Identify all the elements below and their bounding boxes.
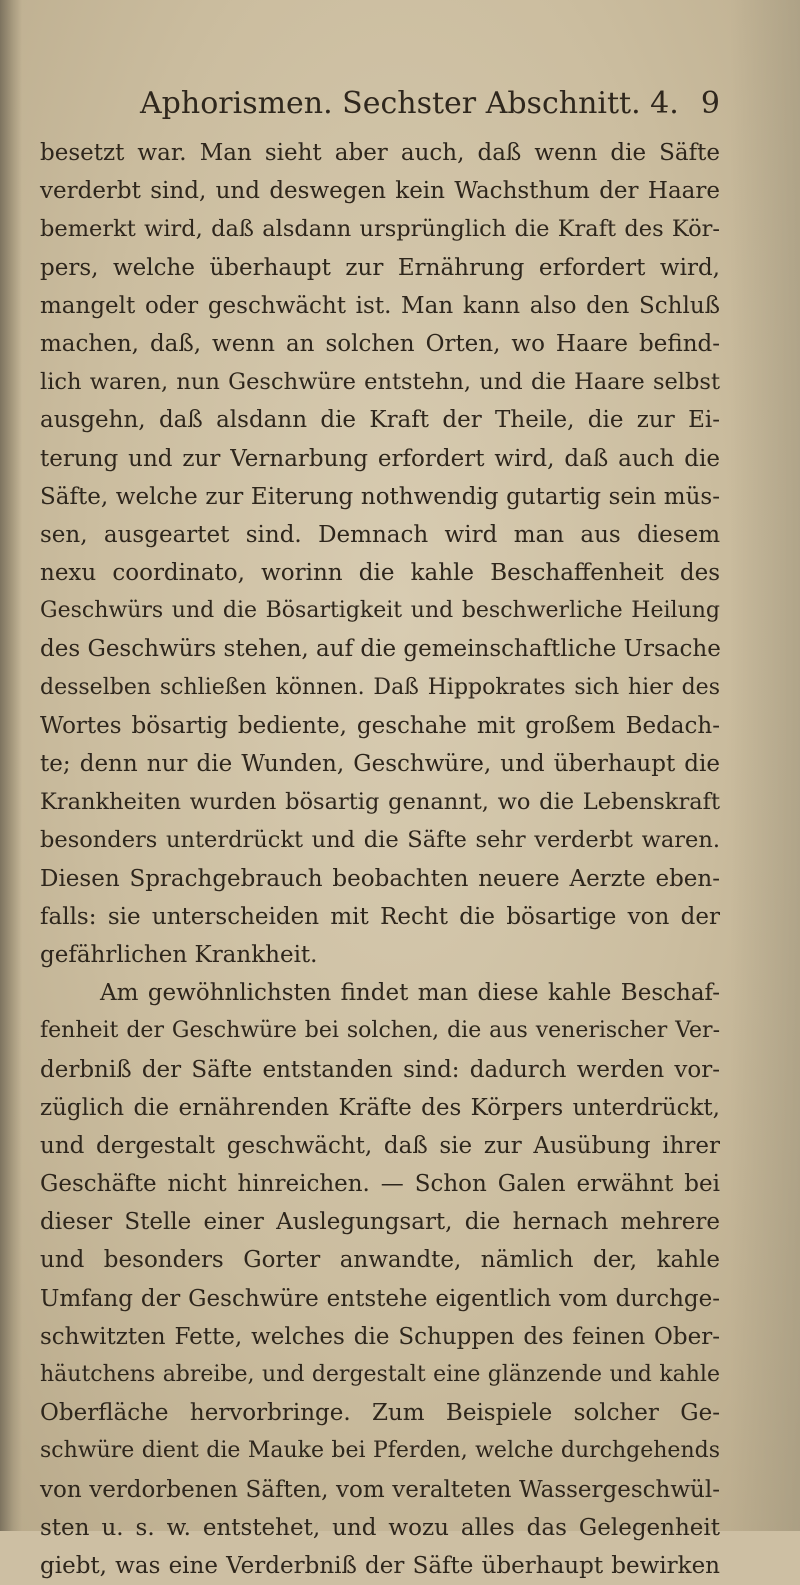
text-line: verderbt sind, und deswegen kein Wachsthum der Haare [40, 178, 720, 205]
text-line: Geschäfte nicht hinreichen. — Schon Galen erwähnt bei [40, 1171, 720, 1198]
text-line: pers, welche überhaupt zur Ernährung erfordert wird, [40, 254, 720, 281]
text-line: und dergestalt geschwächt, daß sie zur Ausübung ihrer [40, 1132, 720, 1159]
running-header [140, 84, 720, 124]
text-line: züglich die ernährenden Kräfte des Körpers unterdrückt, [40, 1094, 720, 1121]
text-line: sten u. s. w. entstehet, und wozu alles das Gelegenheit [40, 1514, 720, 1541]
text-line: und besonders Gorter anwandte, nämlich der, kahle [40, 1247, 720, 1274]
text-line: dieser Stelle einer Auslegungsart, die hernach mehrere [40, 1209, 720, 1236]
text-line: schwüre dient die Mauke bei Pferden, welche durchgehends [40, 1438, 720, 1464]
text-line: falls: sie unterscheiden mit Recht die bösartige von der [40, 903, 720, 930]
paragraph-start-line: Am gewöhnlichsten findet man diese kahle Beschaf- [100, 980, 720, 1007]
text-line: besonders unterdrückt und die Säfte sehr verderbt waren. [40, 827, 720, 854]
text-line: Umfang der Geschwüre entstehe eigentlich vom durchge- [40, 1285, 720, 1312]
text-line: lich waren, nun Geschwüre entstehn, und die Haare selbst [40, 369, 720, 396]
text-line: desselben schließen können. Daß Hippokrates sich hier des [40, 674, 720, 700]
text-line: häutchens abreibe, und dergestalt eine glänzende und kahle [40, 1362, 720, 1387]
text-line: sen, ausgeartet sind. Demnach wird man aus diesem [40, 521, 720, 548]
text-line: Wortes bösartig bediente, geschahe mit großem Bedach- [40, 712, 720, 739]
text-line: schwitzten Fette, welches die Schuppen des feinen Ober- [40, 1323, 720, 1350]
text-line: Säfte, welche zur Eiterung nothwendig gutartig sein müs- [40, 483, 720, 510]
text-line: terung und zur Vernarbung erfordert wird, daß auch die [40, 445, 720, 472]
text-line: giebt, was eine Verderbniß der Säfte überhaupt bewirken [40, 1552, 720, 1579]
text-line: von verdorbenen Säften, vom veralteten Wassergeschwül- [40, 1476, 720, 1503]
text-line: te; denn nur die Wunden, Geschwüre, und überhaupt die [40, 751, 720, 777]
body-text [40, 134, 720, 1585]
page-number: 9 [700, 86, 720, 121]
text-line: besetzt war. Man sieht aber auch, daß wenn die Säfte [40, 140, 720, 166]
text-line: ausgehn, daß alsdann die Kraft der Theile, die zur Ei- [40, 407, 720, 434]
text-line: nexu coordinato, worinn die kahle Beschaffenheit des [40, 560, 720, 587]
text-line: des Geschwürs stehen, auf die gemeinschaftliche Ursache [40, 636, 721, 663]
text-line: mangelt oder geschwächt ist. Man kann also den Schluß [40, 292, 720, 319]
text-line: derbniß der Säfte entstanden sind: dadurch werden vor- [40, 1056, 720, 1083]
text-line: Diesen Sprachgebrauch beobachten neuere Aerzte eben- [40, 865, 720, 892]
paragraph-end-line: gefährlichen Krankheit. [40, 941, 318, 968]
running-title: Aphorismen. Sechster Abschnitt. 4. [140, 86, 679, 121]
text-line: machen, daß, wenn an solchen Orten, wo Haare befind- [40, 330, 720, 357]
text-line: fenheit der Geschwüre bei solchen, die aus venerischer Ver- [40, 1018, 720, 1044]
text-line: bemerkt wird, daß alsdann ursprünglich die Kraft des Kör- [40, 216, 720, 243]
page-edge-shadow [730, 0, 800, 1531]
page-gutter-shadow [0, 0, 22, 1531]
text-line: Oberfläche hervorbringe. Zum Beispiele solcher Ge- [40, 1400, 720, 1427]
text-line: Krankheiten wurden bösartig genannt, wo die Lebenskraft [40, 789, 720, 816]
text-line: Geschwürs und die Bösartigkeit und beschwerliche Heilung [40, 598, 720, 624]
